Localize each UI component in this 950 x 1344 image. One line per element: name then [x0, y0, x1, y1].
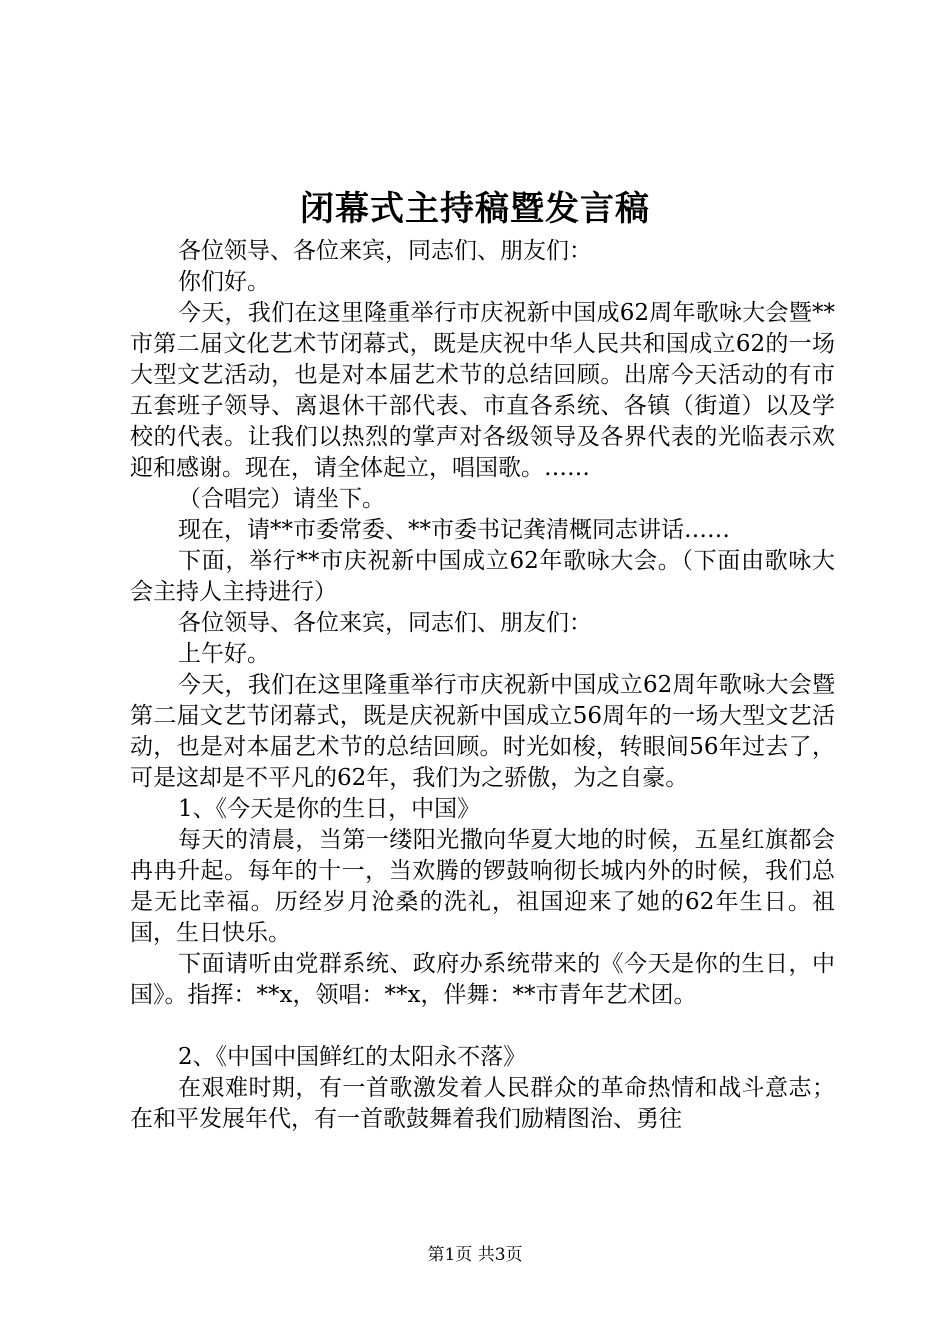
paragraph: 每天的清晨，当第一缕阳光撒向华夏大地的时候，五星红旗都会冉冉升起。每年的十一，当欢腾的锣鼓响彻长城内外的时候，我们总是无比幸福。历经岁月沧桑的洗礼，祖国迎来了她的62年生日。祖国，生日快乐。	[130, 827, 835, 946]
paragraph: 各位领导、各位来宾，同志们、朋友们：	[178, 238, 592, 264]
paragraph: （合唱完）请坐下。	[178, 486, 385, 512]
paragraph: 今天，我们在这里隆重举行市庆祝新中国成62周年歌咏大会暨**市第二届文化艺术节闭幕式，既是庆祝中华人民共和国成立62的一场大型文艺活动，也是对本届艺术节的总结回顾。出席今天活动的有市五套班子领导、离退休干部代表、市直各系统、各镇（街道）以及学校的代表。让我们以热烈的掌声对各级领导及各界代表的光临表示欢迎和感谢。现在，请全体起立，唱国歌。……	[130, 300, 835, 481]
document-title: 闭幕式主持稿暨发言稿	[300, 189, 650, 229]
paragraph: 各位领导、各位来宾，同志们、朋友们：	[178, 610, 592, 636]
section-heading: 1、《今天是你的生日，中国》	[178, 796, 481, 822]
paragraph: 下面请听由党群系统、政府办系统带来的《今天是你的生日，中国》。指挥：**x，领唱：**x，伴舞：**市青年艺术团。	[130, 951, 835, 1008]
page-number: 第1页 共3页	[427, 1245, 523, 1265]
paragraph: 你们好。	[178, 269, 270, 295]
document-body	[130, 236, 835, 1135]
paragraph: 今天，我们在这里隆重举行市庆祝新中国成立62周年歌咏大会暨第二届文艺节闭幕式，既是庆祝新中国成立56周年的一场大型文艺活动，也是对本届艺术节的总结回顾。时光如梭，转眼间56年过去了，可是这却是不平凡的62年，我们为之骄傲，为之自豪。	[130, 672, 835, 791]
paragraph: 在艰难时期，有一首歌激发着人民群众的革命热情和战斗意志；在和平发展年代，有一首歌鼓舞着我们励精图治、勇往	[130, 1075, 835, 1132]
section-heading: 2、《中国中国鲜红的太阳永不落》	[178, 1044, 527, 1070]
paragraph: 下面，举行**市庆祝新中国成立62年歌咏大会。（下面由歌咏大会主持人主持进行）	[130, 548, 835, 605]
paragraph: 现在，请**市委常委、**市委书记龚清概同志讲话……	[178, 517, 730, 543]
paragraph: 上午好。	[178, 641, 270, 667]
